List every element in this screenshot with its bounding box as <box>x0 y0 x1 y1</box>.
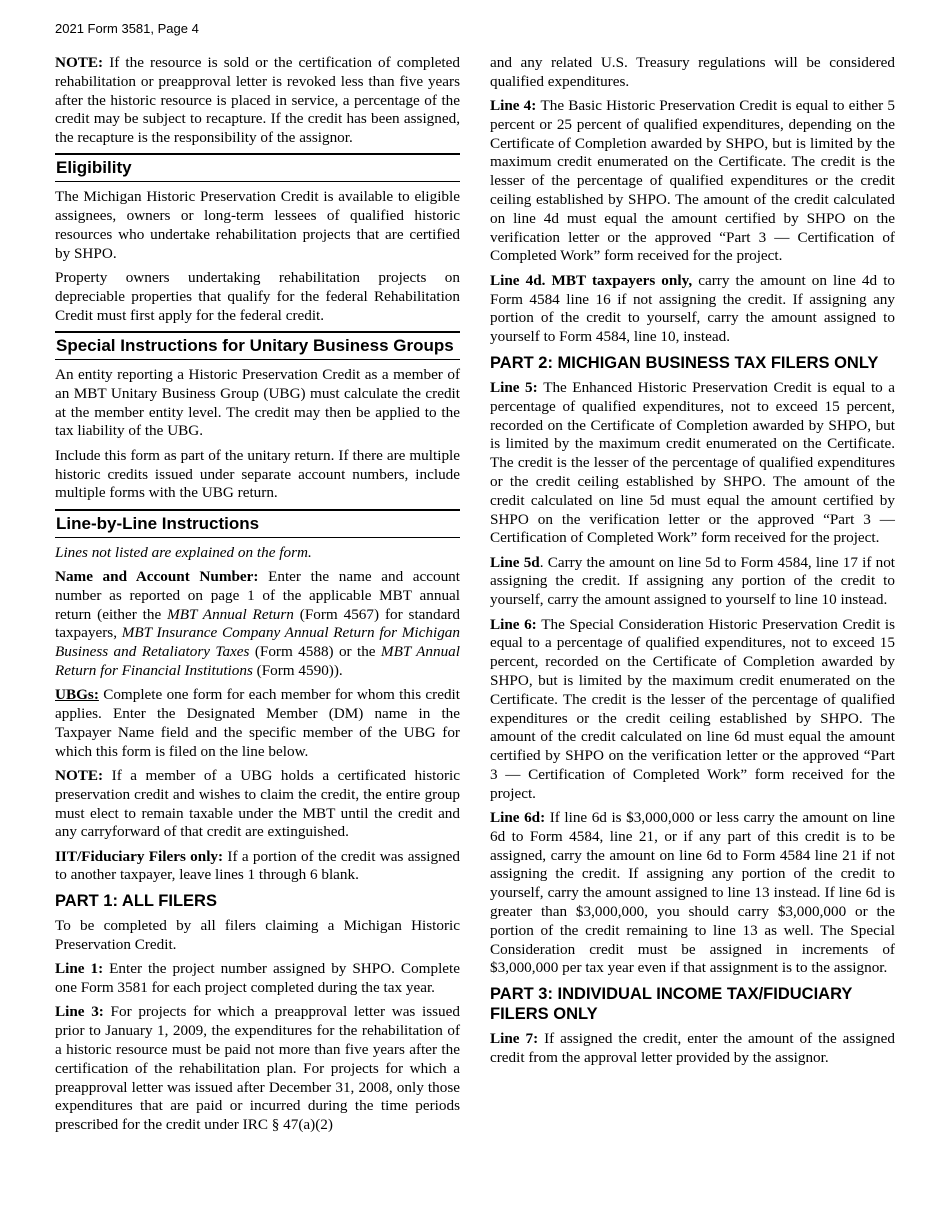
text-run: If assigned the credit, enter the amount of the assigned credit from the approval letter provided by the assignor. <box>490 1030 895 1066</box>
text-run: Enter the name and account number as reported on page 1 of the applicable MBT annual return (either the <box>55 567 460 623</box>
paragraph <box>490 1030 895 1068</box>
text-run: Line 5d <box>490 553 540 571</box>
paragraph <box>55 544 460 563</box>
text-run: If a portion of the credit was assigned to another taxpayer, leave lines 1 through 6 blank. <box>55 847 461 884</box>
paragraph <box>55 767 460 842</box>
paragraph <box>55 960 460 998</box>
text-run: IIT/Fiduciary Filers only: <box>55 847 228 865</box>
paragraph <box>55 447 460 503</box>
paragraph <box>55 188 460 263</box>
text-run: Lines not listed are explained on the form. <box>55 543 312 561</box>
text-run: Complete one form for each member for whom this credit applies. Enter the Designated Member (DM) name in the Taxpayer Name field and the specific member of the UBG for which this form is filed on the line below. <box>55 686 460 760</box>
part-heading: PART 1: ALL FILERS <box>55 892 217 911</box>
right-column <box>490 54 895 1140</box>
text-run: If the resource is sold or the certification of completed rehabilitation or preapproval letter is revoked less than five years after the historic resource is placed in service, a percentage of the credit may be subject to recapture. If the credit has been assigned, the recapture is the responsibility of the assignor. <box>55 54 460 147</box>
text-run: Line 5: <box>490 378 544 396</box>
text-run: Line 3: <box>55 1003 111 1021</box>
text-run: The Enhanced Historic Preservation Credit is equal to a percentage of qualified expenditures, not to exceed 15 percent, recorded on the Certificate of Completion awarded by SHPO, but is limited by the maximum credit enumerated on the Certificate. The credit is the lesser of the percentage of qualified expenditures or the credit ceiling established by SHPO. The amount of the credit calculated on line 5d must equal the amount certified by SHPO on the verification letter or the approved “Part 3 — Certification of Completed Work” form received for the project. <box>490 378 895 547</box>
text-run: If a member of a UBG holds a certificated historic preservation credit and wishes to claim the credit, the entire group must elect to remain taxable under the MBT until the credit and any carryforward of that credit are extinguished. <box>55 766 460 841</box>
paragraph <box>490 54 895 92</box>
paragraph <box>55 917 460 955</box>
paragraph <box>55 686 460 761</box>
text-run: (Form 4590)). <box>252 661 343 679</box>
two-column-layout <box>55 54 895 1140</box>
page-header: 2021 Form 3581, Page 4 <box>55 21 199 36</box>
paragraph <box>55 1003 460 1135</box>
text-run: MBT Annual Return for Financial Institutions <box>55 643 460 679</box>
text-run: MBT Insurance Company Annual Return for Michigan Business and Retaliatory Taxes <box>55 624 460 661</box>
text-run: (Form 4588) or the <box>249 643 381 661</box>
part-heading: PART 3: INDIVIDUAL INCOME TAX/FIDUCIARY FILERS ONLY <box>490 985 853 1024</box>
paragraph <box>490 809 895 978</box>
text-run: and any related U.S. Treasury regulations will be considered qualified expenditures. <box>490 54 895 90</box>
part-heading: PART 2: MICHIGAN BUSINESS TAX FILERS ONLY <box>490 353 879 372</box>
text-run: Line 7: <box>490 1030 545 1048</box>
text-run: The Basic Historic Preservation Credit is equal to either 5 percent or 25 percent of qualified expenditures, depending on the Certificate of Completion awarded by SHPO, but is limited by the maximum credit enumerated on the Certificate. The credit is the lesser of the percentage of qualified expenditures or the credit ceiling established by SHPO. The amount of the credit calculated on line 4d must equal the amount certified by SHPO on the verification letter or the approved “Part 3 — Certification of Completed Work” form received for the project. <box>490 97 895 265</box>
paragraph <box>55 366 460 441</box>
text-run: If line 6d is $3,000,000 or less carry the amount on line 6d to Form 4584, line 21, or if any part of this credit is to be assigned, carry the amount on line 6d to Form 4584 line 21 if not assigning the credit. If assigning any portion of the credit to yourself, carry the amount assigned to line 13 instead. If line 6d is greater than $3,000,000, you should carry $3,000,000 or the portion of the credit remaining to line 13 as well. The Special Consideration credit must be assigned in increments of $3,000,000 per tax year even if that assignment is to the assignor. <box>490 808 895 977</box>
text-run: An entity reporting a Historic Preservation Credit as a member of an MBT Unitary Business Group (UBG) must calculate the credit at the member entity level. The credit may then be applied to the tax liability of the UBG. <box>55 366 460 440</box>
text-run: Include this form as part of the unitary return. If there are multiple historic credits issued under separate account numbers, include multiple forms with the UBG return. <box>55 446 460 502</box>
text-run: The Michigan Historic Preservation Credit is available to eligible assignees, owners or long-term lessees of qualified historic resources who undertake rehabilitation projects that are certified by SHPO. <box>55 188 460 262</box>
text-run: Line 1: <box>55 960 110 978</box>
paragraph <box>490 554 895 610</box>
text-run: carry the amount on line 4d to Form 4584 line 16 if not assigning the credit. If assigning any portion of the credit to yourself, carry the amount assigned to yourself to Form 4584, line 10, instead. <box>490 271 896 346</box>
paragraph <box>490 272 895 347</box>
text-run: Line 6d: <box>490 808 550 826</box>
text-run: UBGs: <box>55 686 99 704</box>
paragraph <box>55 568 460 681</box>
paragraph <box>490 379 895 548</box>
paragraph <box>55 54 460 148</box>
section-heading: Line-by-Line Instructions <box>55 509 460 538</box>
paragraph <box>55 269 460 325</box>
text-run: MBT Annual Return <box>167 605 294 623</box>
text-run: NOTE: <box>55 766 112 784</box>
text-run: Line 4: <box>490 97 541 115</box>
text-run: The Special Consideration Historic Preservation Credit is equal to a percentage of qualified expenditures, not to exceed 15 percent, recorded on the Certificate of Completion awarded by SHPO, but is limited by the maximum credit enumerated on the Certificate. The credit is the lesser of the percentage of qualified expenditures or the credit ceiling established by SHPO. The amount of the credit calculated on line 6d must equal the amount certified by SHPO on the verification letter or the approved “Part 3 — Certification of Completed Work” form received for the project. <box>490 615 895 802</box>
text-run: (Form 4567) for standard taxpayers, <box>55 605 460 642</box>
text-run: For projects for which a preapproval letter was issued prior to January 1, 2009, the expenditures for the rehabilitation of a historic resource must be paid not more than five years after the certification of the rehabilitation plan. For projects for which a preapproval letter was issued after December 31, 2008, only those expenditures that are paid or incurred during the time periods prescribed for the credit under IRC § 47(a)(2) <box>55 1003 460 1134</box>
text-run: Line 6: <box>490 615 542 633</box>
text-run: To be completed by all filers claiming a Michigan Historic Preservation Credit. <box>55 917 460 953</box>
section-heading: Special Instructions for Unitary Business Groups <box>55 331 460 360</box>
text-run: Line 4d. MBT taxpayers only, <box>490 271 699 289</box>
paragraph <box>490 616 895 804</box>
text-run: Enter the project number assigned by SHPO. Complete one Form 3581 for each project completed during the tax year. <box>55 960 460 997</box>
section-heading: Eligibility <box>55 153 460 182</box>
left-column <box>55 54 460 1140</box>
paragraph <box>55 848 460 886</box>
text-run: NOTE: <box>55 54 110 71</box>
text-run: Property owners undertaking rehabilitation projects on depreciable properties that qualify for the federal Rehabilitation Credit must first apply for the federal credit. <box>55 269 460 324</box>
text-run: . Carry the amount on line 5d to Form 4584, line 17 if not assigning the credit. If assigning any portion of the credit to yourself, carry the amount assigned to yourself to line 10 instead. <box>490 553 896 609</box>
text-run: Name and Account Number: <box>55 567 269 585</box>
paragraph <box>490 97 895 266</box>
